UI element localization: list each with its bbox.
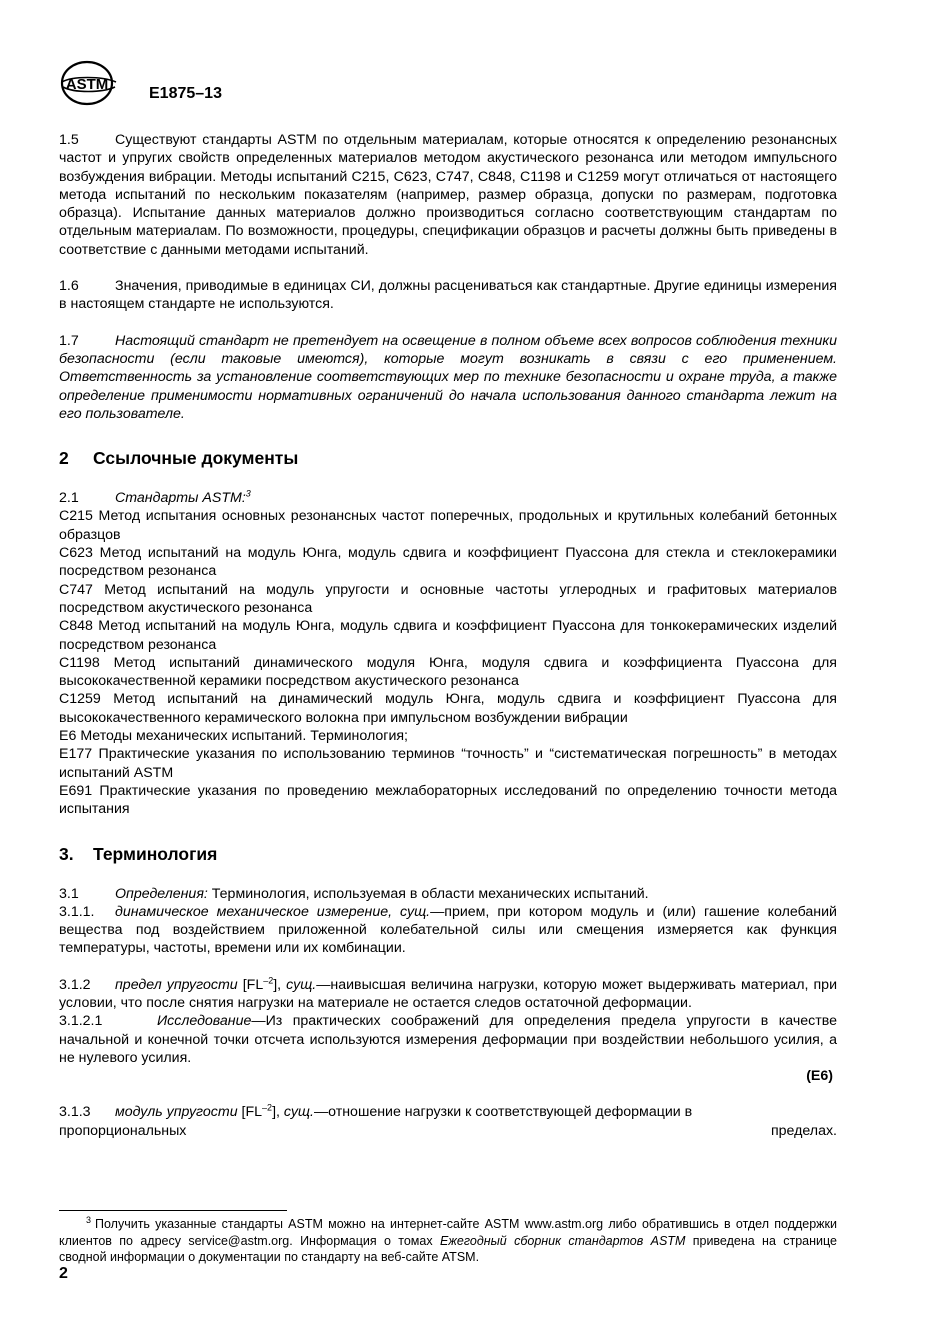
reference-text: Метод испытаний на модуль упругости и основные частоты углеродных и графитовых материалов посредством акустического резонанса [59,581,837,616]
reference-code: C848 [59,618,93,635]
reference-item [59,690,837,727]
term: динамическое механическое измерение, сущ. [115,903,431,920]
paragraph-text: Терминология, используемая в области механических испытаний. [211,885,649,902]
paragraph-3-1-2 [59,976,837,1013]
footnote-divider [59,1210,287,1211]
part-of-speech: сущ. [286,976,317,993]
document-code: E1875–13 [149,85,222,102]
reference-code: C747 [59,581,93,598]
paragraph-2-1 [59,489,837,507]
paragraph-text: —прием, при котором модуль и (или) гашение колебаний вещества под воздействием приложенной колебательной силы или смещения измеряется как функция температуры, частоты, времени или их комбинации. [59,903,837,957]
last-line-right: пределах. [770,1122,837,1139]
section-2-heading [59,447,837,469]
reference-text: Практические указания по проведению межлабораторных исследований по определению точности метода испытания [59,782,837,818]
reference-text: Метод испытаний динамического модуля Юнга, модуля сдвига и коэффициента Пуассона для высококачественной керамики посредством акустического резонанса [59,654,837,690]
term: предел упругости [115,976,238,993]
main-content [59,131,837,1140]
section-number: 1.5 [59,132,79,148]
footnote-text: Получить указанные стандарты ASTM можно на интернет-сайте ASTM www.astm.org либо обратившись в отдел поддержки клиентов по адресу service@astm.org. Информация о томах [59,1217,837,1248]
reference-text: Метод испытаний на модуль Юнга, модуль сдвига и коэффициент Пуассона для стекла и стеклокерамики посредством резонанса [59,545,837,580]
section-number: 3.1.2.1 [59,1013,103,1030]
footnote-mark: 3 [85,1214,91,1225]
unit: [FL [242,976,264,993]
paragraph-text: —отношение нагрузки к соответствующей деформации в [313,1104,693,1121]
paragraph-3-1 [59,885,837,903]
section-3-heading [59,843,837,865]
page-number: 2 [59,1265,68,1282]
unit-close: ], [273,976,282,993]
section-number: 3.1.3 [59,1104,91,1121]
reference-item [59,727,837,745]
paragraph-3-1-3 [59,1103,837,1121]
reference-item [59,617,837,654]
reference-item [59,782,837,819]
term: Определения: [115,885,208,902]
term: Исследование [157,1013,252,1030]
subsection-title: Стандарты ASTM: [115,490,246,507]
paragraph-3-1-3-last-line [59,1122,837,1140]
logo-text: ASTM [65,76,109,93]
reference-item [59,654,837,691]
astm-logo [58,60,120,106]
heading-title: Терминология [93,843,218,864]
unit-close: ], [272,1104,280,1121]
section-number: 1.6 [59,278,79,295]
part-of-speech: сущ. [283,1104,314,1121]
reference-item [59,581,837,618]
section-number: 3.1.1. [59,903,95,920]
heading-number: 3. [59,843,74,864]
heading-title: Ссылочные документы [93,448,299,469]
reference-item [59,507,837,544]
reference-code: C623 [59,545,93,562]
reference-text: Практические указания по использованию терминов “точность” и “систематическая погрешность” в методах испытаний ASTM [59,746,837,781]
reference-code: C1198 [59,654,100,671]
reference-code: C215 [59,508,93,525]
last-line-left: пропорциональных [59,1122,187,1139]
paragraph-1-6 [59,277,837,314]
footnote [59,1216,837,1266]
footnote-text-end: приведена на странице сводной информации о документации по стандарту на веб-сайте ATSM. [59,1233,837,1264]
paragraph-text: Значения, приводимые в единицах СИ, должны расцениваться как стандартные. Другие единицы измерения в настоящем стандарте не используются. [59,278,837,313]
paragraph-1-5 [59,131,837,259]
reference-code: E177 [59,746,93,763]
reference-item [59,745,837,782]
paragraph-text: Настоящий стандарт не претендует на освещение в полном объеме всех вопросов соблюдения техники безопасности (если таковые имеются), которые могут возникать в связи с его применением. Ответственность за установление соответствующих мер по технике безопасности и охране труда, а также определение применимости нормативных ограничений до начала использования данного стандарта лежит на его пользователе. [59,332,837,422]
heading-number: 2 [59,448,69,469]
paragraph-3-1-1 [59,903,837,958]
reference-text: Методы механических испытаний. Терминология; [80,728,408,745]
footnote-italic-text: Ежегодный сборник стандартов ASTM [439,1233,686,1248]
section-number: 3.1 [59,885,79,902]
term: модуль упругости [115,1104,238,1121]
unit: [FL [241,1104,263,1121]
reference-text: Метод испытаний на модуль Юнга, модуль сдвига и коэффициент Пуассона для тонкокерамических изделий посредством резонанса [59,618,837,653]
paragraph-text: —Из практических соображений для определения предела упругости в качестве начальной и конечной точки отсчета используются измерения деформации при воздействии небольшого усилия, а не нулевого усилия. [59,1013,837,1066]
source-tag: (E6) [806,1068,833,1085]
reference-list [59,507,837,818]
section-number: 2.1 [59,490,79,507]
reference-item [59,544,837,581]
paragraph-1-7 [59,332,837,423]
section-number: 1.7 [59,332,79,349]
reference-code: E691 [59,782,93,799]
footnote-ref: 3 [245,488,251,499]
reference-code: E6 [59,728,77,745]
paragraph-text: Существуют стандарты ASTM по отдельным материалам, которые относятся к определению резонансных частот и упругих свойств определенных материалов методом акустического резонанса или методом импульсного возбуждения вибрации. Методы испытаний C215, C623, C747, C848, C1198 и C1259 могут отличаться от настоящего метода испытаний по нескольким показателям (например, размер образца, допуски по размерам, подготовка образца). Испытание данных материалов должно производиться согласно соответствующим стандартам по отдельным материалам. По возможности, процедуры, спецификации образцов и расчеты должны быть приведены в соответствие с данными методами испытаний. [59,132,837,258]
section-number: 3.1.2 [59,976,91,993]
paragraph-text: —наивысшая величина нагрузки, которую может выдерживать материал, при условии, что после снятия нагрузки на материале не остается следов остаточной деформации. [59,976,837,1011]
unit-exponent: –2 [262,1102,273,1113]
reference-text: Метод испытаний на динамический модуль Юнга, модуль сдвига и коэффициент Пуассона для высококачественного керамического волокна при импульсном возбуждении вибрации [59,691,837,726]
reference-code: C1259 [59,691,101,708]
reference-text: Метод испытания основных резонансных частот поперечных, продольных и крутильных колебаний бетонных образцов [59,508,837,543]
unit-exponent: –2 [263,974,274,985]
paragraph-3-1-2-1 [59,1012,837,1085]
